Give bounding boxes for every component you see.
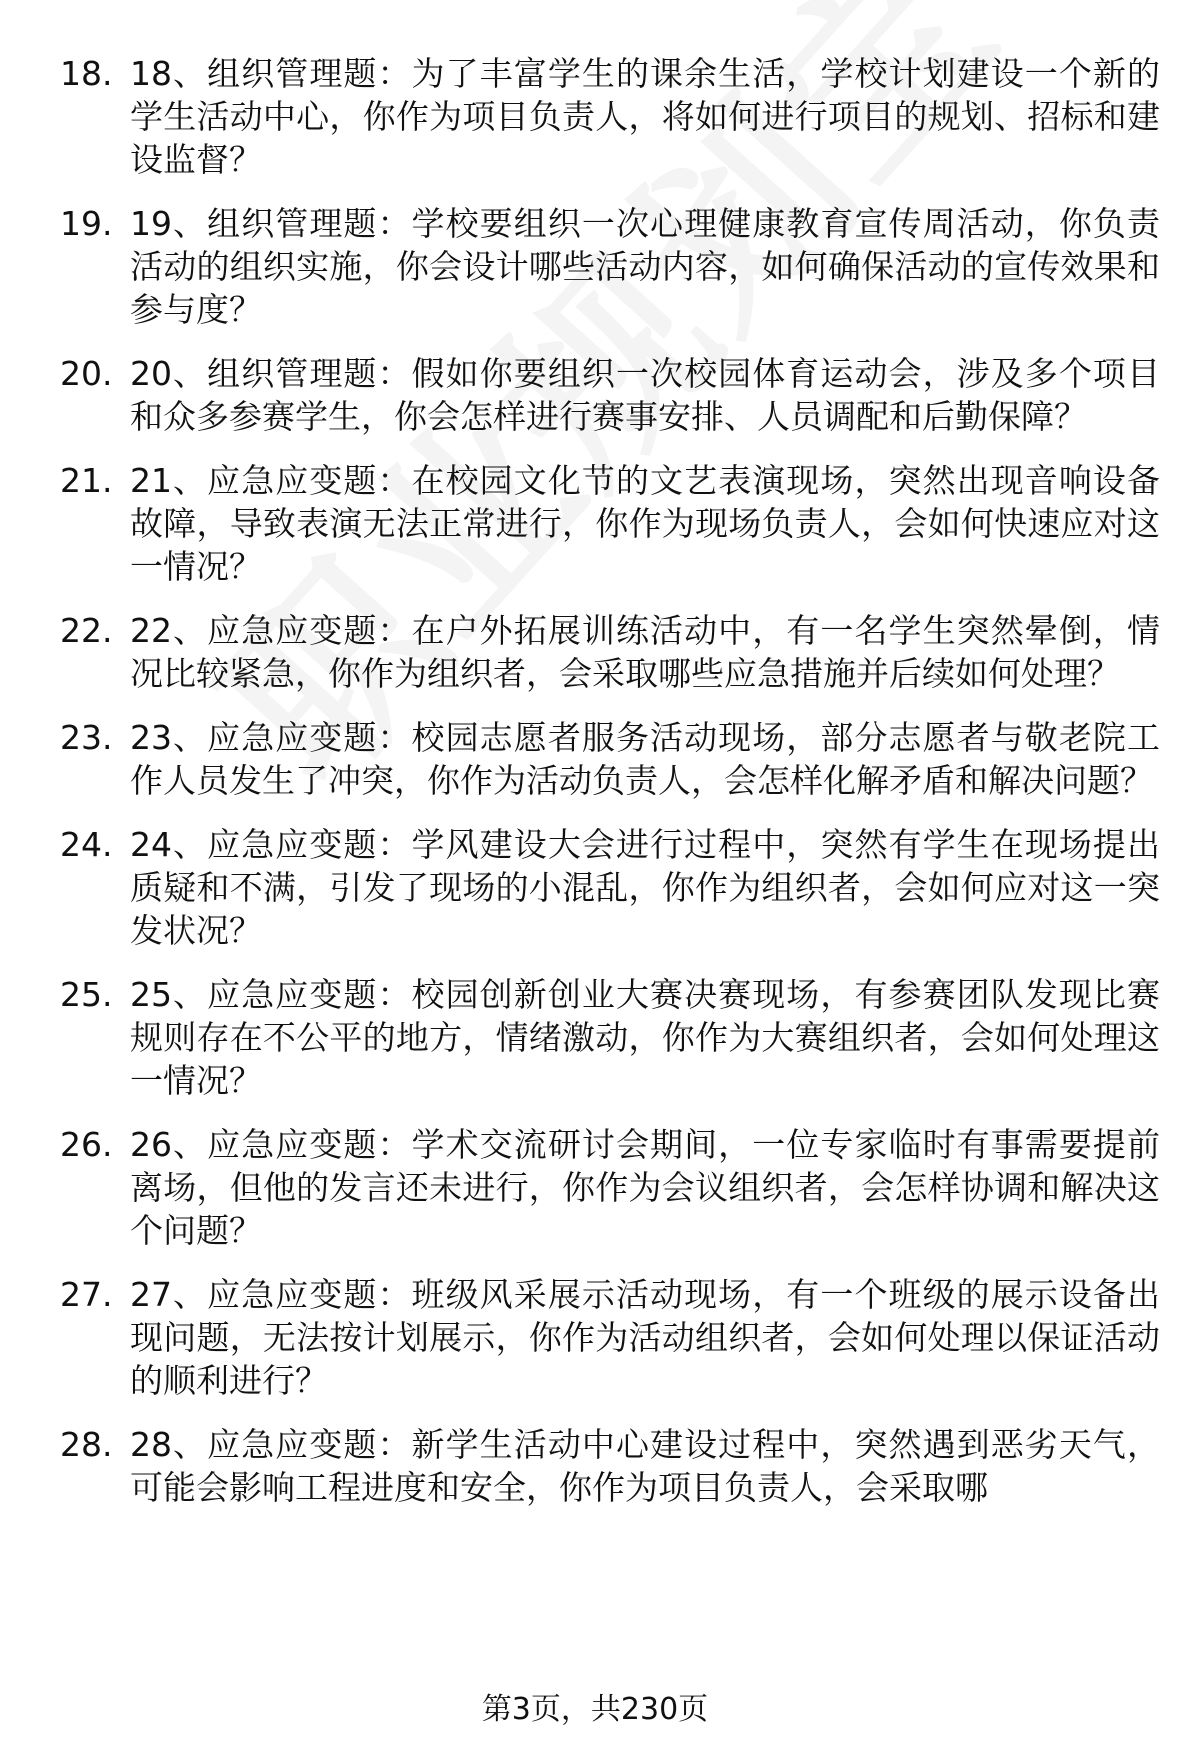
question-number: 25. [60,975,113,1014]
list-item [60,973,1160,1102]
list-item [60,823,1160,952]
page-footer: 第3页，共230页 [481,1692,709,1727]
question-number: 19. [60,204,113,243]
list-item [60,1423,1160,1509]
list-item [60,52,1160,181]
question-text: 24、应急应变题：学风建设大会进行过程中，突然有学生在现场提出质疑和不满，引发了现场的小混乱，你作为组织者，会如何应对这一突发状况？ [130,825,1160,950]
question-number: 22. [60,611,113,650]
question-text: 28、应急应变题：新学生活动中心建设过程中，突然遇到恶劣天气，可能会影响工程进度和安全，你作为项目负责人，会采取哪 [130,1425,1160,1507]
list-item [60,609,1160,695]
question-list [60,52,1160,1530]
question-number: 27. [60,1275,113,1314]
question-text: 27、应急应变题：班级风采展示活动现场，有一个班级的展示设备出现问题，无法按计划展示，你作为活动组织者，会如何处理以保证活动的顺利进行？ [130,1275,1160,1400]
question-text: 20、组织管理题：假如你要组织一次校园体育运动会，涉及多个项目和众多参赛学生，你会怎样进行赛事安排、人员调配和后勤保障？ [130,354,1160,436]
question-number: 21. [60,461,113,500]
list-item [60,459,1160,588]
question-text: 18、组织管理题：为了丰富学生的课余生活，学校计划建设一个新的学生活动中心，你作为项目负责人，将如何进行项目的规划、招标和建设监督？ [130,54,1160,179]
list-item [60,1123,1160,1252]
question-text: 25、应急应变题：校园创新创业大赛决赛现场，有参赛团队发现比赛规则存在不公平的地方，情绪激动，你作为大赛组织者，会如何处理这一情况？ [130,975,1160,1100]
question-text: 26、应急应变题：学术交流研讨会期间，一位专家临时有事需要提前离场，但他的发言还未进行，你作为会议组织者，会怎样协调和解决这个问题？ [130,1125,1160,1250]
question-number: 26. [60,1125,113,1164]
question-text: 22、应急应变题：在户外拓展训练活动中，有一名学生突然晕倒，情况比较紧急，你作为组织者，会采取哪些应急措施并后续如何处理？ [130,611,1160,693]
question-text: 19、组织管理题：学校要组织一次心理健康教育宣传周活动，你负责活动的组织实施，你会设计哪些活动内容，如何确保活动的宣传效果和参与度？ [130,204,1160,329]
list-item [60,1273,1160,1402]
question-text: 21、应急应变题：在校园文化节的文艺表演现场，突然出现音响设备故障，导致表演无法正常进行，你作为现场负责人，会如何快速应对这一情况？ [130,461,1160,586]
question-number: 20. [60,354,113,393]
list-item [60,716,1160,802]
question-number: 23. [60,718,113,757]
list-item [60,352,1160,438]
question-number: 28. [60,1425,113,1464]
question-number: 18. [60,54,113,93]
list-item [60,202,1160,331]
question-text: 23、应急应变题：校园志愿者服务活动现场，部分志愿者与敬老院工作人员发生了冲突，你作为活动负责人，会怎样化解矛盾和解决问题？ [130,718,1160,800]
question-number: 24. [60,825,113,864]
